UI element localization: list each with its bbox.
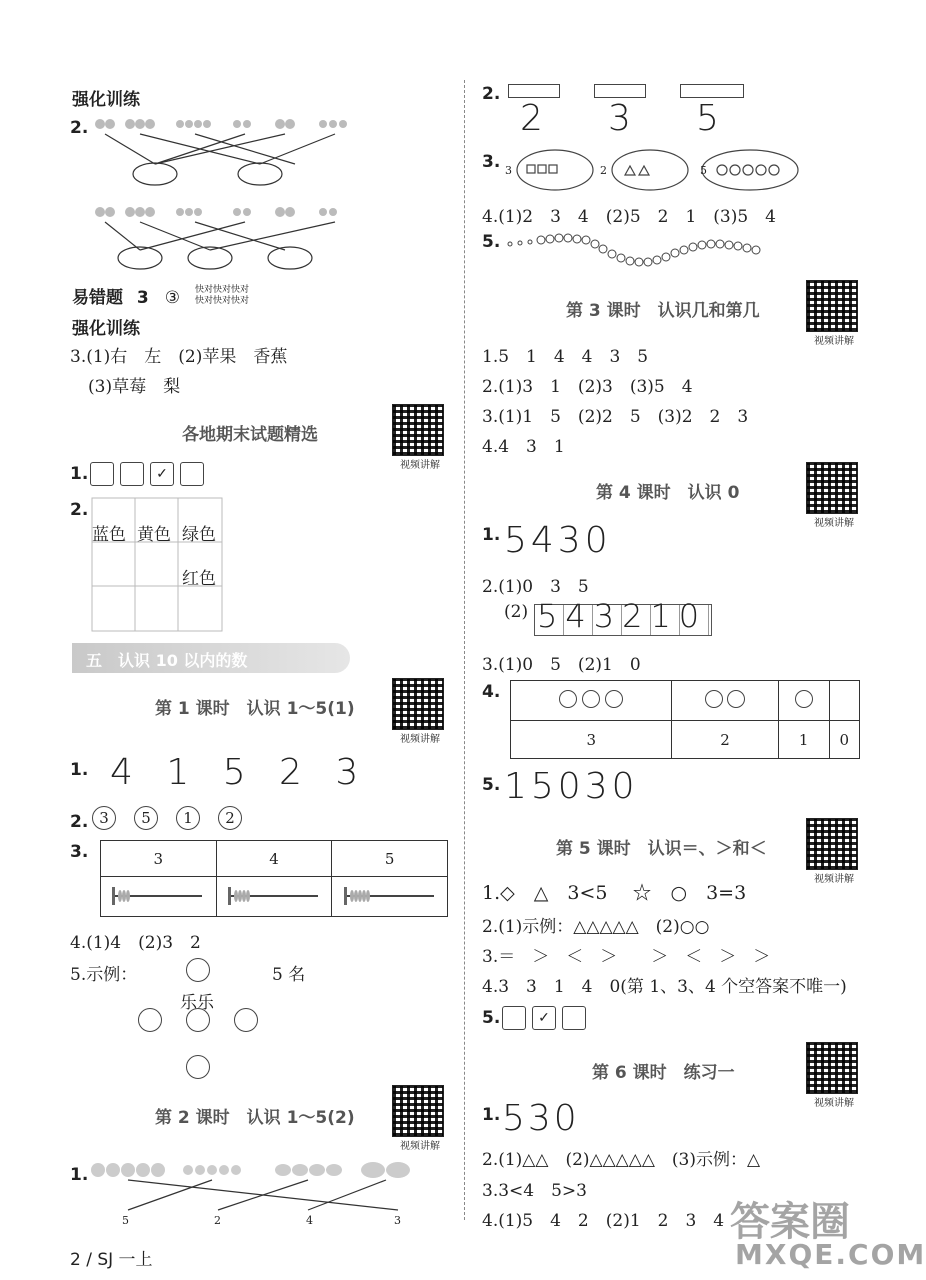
color-label: 红色 bbox=[182, 569, 216, 589]
question-number: 5. bbox=[482, 232, 501, 252]
answer-line: (3)草莓 梨 bbox=[88, 377, 181, 397]
checkbox-row bbox=[90, 462, 210, 486]
qr-caption: 视频讲解 bbox=[814, 874, 854, 885]
answer-line: 4.3 3 1 4 0(第 1、3、4 个空答案不唯一) bbox=[482, 977, 847, 997]
table-cell: 5 bbox=[332, 841, 448, 877]
qr-code[interactable] bbox=[806, 462, 862, 529]
traced-digit: 2 bbox=[520, 98, 545, 139]
traced-digit: 3 bbox=[608, 98, 633, 139]
error-title bbox=[72, 283, 180, 308]
qr-caption: 视频讲解 bbox=[814, 518, 854, 529]
checkbox: ✓ bbox=[532, 1006, 556, 1030]
answer-line: 2.(1)3 1 (2)3 (3)5 4 bbox=[482, 377, 693, 397]
set-label: 2 bbox=[600, 164, 607, 177]
error-answer: ③ bbox=[164, 288, 180, 308]
traced-digit: 5 bbox=[696, 98, 721, 139]
qr-code[interactable] bbox=[806, 818, 862, 885]
lesson-title: 第 2 课时 认识 1～5(2) bbox=[155, 1108, 355, 1128]
qr-caption: 视频讲解 bbox=[400, 460, 440, 471]
circled-answer: 3 bbox=[92, 806, 116, 830]
section-title: 各地期末试题精选 bbox=[182, 425, 318, 445]
lesson-title: 第 6 课时 练习一 bbox=[592, 1063, 735, 1083]
question-number: 4. bbox=[482, 682, 501, 702]
name-label: 乐乐 bbox=[180, 993, 214, 1013]
match-number: 2 bbox=[214, 1214, 221, 1227]
question-number: 3. bbox=[70, 842, 89, 862]
answer-line: 3.＝ ＞ ＜ ＞ ＞ ＜ ＞ ＞ bbox=[482, 947, 771, 967]
question-number: 2. bbox=[482, 84, 501, 104]
table-cell: 0 bbox=[829, 721, 859, 759]
question-number: 1. bbox=[70, 760, 89, 780]
answer-line: 4.(1)5 4 2 (2)1 2 3 4 bbox=[482, 1211, 725, 1231]
qr-code[interactable] bbox=[806, 280, 862, 347]
circle-shape bbox=[138, 1008, 162, 1032]
circle-shape bbox=[186, 1055, 210, 1079]
checkbox bbox=[90, 462, 114, 486]
qr-code[interactable] bbox=[392, 404, 448, 471]
counter-box bbox=[508, 84, 560, 98]
question-number: 1. bbox=[482, 1105, 501, 1125]
match-number: 5 bbox=[122, 1214, 129, 1227]
match-number: 4 bbox=[306, 1214, 313, 1227]
table-cell: 4 bbox=[216, 841, 332, 877]
table-cell bbox=[829, 681, 859, 721]
answer-line: 3.(1)1 5 (2)2 5 (3)2 2 3 bbox=[482, 407, 749, 427]
column-divider bbox=[464, 80, 465, 1220]
abacus-cell bbox=[101, 877, 217, 917]
circled-answers bbox=[92, 806, 242, 830]
qr-code[interactable] bbox=[806, 1042, 862, 1109]
color-label: 蓝色 bbox=[92, 525, 126, 545]
question-number: 1. bbox=[70, 1165, 89, 1185]
traced-digits: 4 1 5 2 3 bbox=[110, 752, 361, 793]
question-number: 1. bbox=[482, 525, 501, 545]
table-cell bbox=[778, 681, 829, 721]
answer-line: 2.(1)示例：△△△△△ (2)○○ bbox=[482, 917, 710, 937]
qr-code-icon bbox=[806, 462, 858, 514]
lesson-title: 第 4 课时 认识 0 bbox=[596, 483, 740, 503]
table-cell: 3 bbox=[101, 841, 217, 877]
error-title-text: 易错题 bbox=[72, 288, 123, 308]
answer-line: 3.(1)0 5 (2)1 0 bbox=[482, 655, 641, 675]
answer-line: 3.(1)右 左 (2)苹果 香蕉 bbox=[70, 347, 288, 367]
table-cell: 3 bbox=[511, 721, 672, 759]
traced-digits: 543210 bbox=[537, 597, 708, 635]
set-ovals bbox=[505, 148, 805, 194]
table-cell: 1 bbox=[778, 721, 829, 759]
matching-figure bbox=[85, 112, 365, 272]
answer-sub: (2) bbox=[504, 602, 529, 622]
error-note-line: 快对快对快对 bbox=[195, 285, 250, 295]
counter-box bbox=[594, 84, 646, 98]
circled-answer: 2 bbox=[218, 806, 242, 830]
traced-digits: 530 bbox=[502, 1098, 580, 1139]
answer-line: 2.(1)0 3 5 bbox=[482, 577, 589, 597]
answer-line: 4.(1)2 3 4 (2)5 2 1 (3)5 4 bbox=[482, 207, 776, 227]
qr-code-icon bbox=[392, 404, 444, 456]
unit-title: 五 认识 10 以内的数 bbox=[86, 651, 248, 670]
rank-label: 5 名 bbox=[272, 965, 306, 985]
checkbox bbox=[180, 462, 204, 486]
question-number: 2. bbox=[70, 500, 89, 520]
checkbox bbox=[562, 1006, 586, 1030]
question-number: 3. bbox=[482, 152, 501, 172]
answer-line: 1.5 1 4 4 3 5 bbox=[482, 347, 649, 367]
set-label: 3 bbox=[505, 164, 512, 177]
circled-answer: 1 bbox=[176, 806, 200, 830]
abacus-table bbox=[100, 840, 448, 917]
circle-shape bbox=[234, 1008, 258, 1032]
circle-shape bbox=[186, 1008, 210, 1032]
checkbox bbox=[120, 462, 144, 486]
answer-line: 4.(1)4 (2)3 2 bbox=[70, 933, 201, 953]
bead-string bbox=[505, 230, 775, 270]
watermark-logo: 答案圈 bbox=[730, 1199, 850, 1245]
lesson-title: 第 5 课时 认识＝、＞和＜ bbox=[556, 839, 767, 859]
answer-line: 4.4 3 1 bbox=[482, 437, 565, 457]
lesson-title: 第 1 课时 认识 1～5(1) bbox=[155, 699, 355, 719]
writing-grid bbox=[534, 597, 712, 636]
answer-line: 5.示例： bbox=[70, 965, 138, 985]
abacus-cell bbox=[216, 877, 332, 917]
question-number: 5. bbox=[482, 1008, 501, 1028]
question-number: 2. bbox=[70, 118, 89, 138]
page-footer: 2 / SJ 一上 bbox=[70, 1250, 153, 1270]
abacus-cell bbox=[332, 877, 448, 917]
checkbox bbox=[502, 1006, 526, 1030]
qr-code-icon bbox=[806, 280, 858, 332]
table-cell: 2 bbox=[672, 721, 778, 759]
traced-digits: 15030 bbox=[504, 766, 639, 807]
traced-digits: 5430 bbox=[504, 520, 612, 561]
unit-banner bbox=[72, 643, 350, 673]
qr-code-icon bbox=[392, 678, 444, 730]
answer-line: 1.◇ △ 3<5 ☆ ○ 3=3 bbox=[482, 882, 747, 904]
table-cell bbox=[511, 681, 672, 721]
checkbox: ✓ bbox=[150, 462, 174, 486]
qr-caption: 视频讲解 bbox=[814, 336, 854, 347]
table-cell bbox=[672, 681, 778, 721]
qr-code-icon bbox=[392, 1085, 444, 1137]
qr-caption: 视频讲解 bbox=[400, 734, 440, 745]
section-title: 强化训练 bbox=[72, 90, 140, 110]
set-label: 5 bbox=[700, 164, 707, 177]
error-note-line: 快对快对快对 bbox=[195, 296, 250, 306]
watermark-url: MXQE.COM bbox=[735, 1238, 926, 1271]
answer-line: 2.(1)△△ (2)△△△△△ (3)示例：△ bbox=[482, 1150, 761, 1170]
qr-code-icon bbox=[806, 1042, 858, 1094]
counter-box bbox=[680, 84, 744, 98]
count-table bbox=[510, 680, 860, 759]
lesson-title: 第 3 课时 认识几和第几 bbox=[566, 301, 760, 321]
section-title: 强化训练 bbox=[72, 319, 140, 339]
question-number: 5. bbox=[482, 775, 501, 795]
qr-code[interactable] bbox=[392, 678, 448, 745]
circle-shape bbox=[186, 958, 210, 982]
checkbox-row bbox=[502, 1006, 592, 1030]
answer-line: 3.3<4 5>3 bbox=[482, 1181, 587, 1201]
error-number: 3 bbox=[136, 288, 149, 308]
qr-code[interactable] bbox=[392, 1085, 448, 1152]
error-note bbox=[195, 285, 249, 307]
match-number: 3 bbox=[394, 1214, 401, 1227]
question-number: 1. bbox=[70, 464, 89, 484]
qr-caption: 视频讲解 bbox=[400, 1141, 440, 1152]
circled-answer: 5 bbox=[134, 806, 158, 830]
qr-caption: 视频讲解 bbox=[814, 1098, 854, 1109]
question-number: 2. bbox=[70, 812, 89, 832]
color-label: 绿色 bbox=[182, 525, 216, 545]
fruit-matching-figure bbox=[88, 1160, 428, 1230]
color-label: 黄色 bbox=[137, 525, 171, 545]
qr-code-icon bbox=[806, 818, 858, 870]
